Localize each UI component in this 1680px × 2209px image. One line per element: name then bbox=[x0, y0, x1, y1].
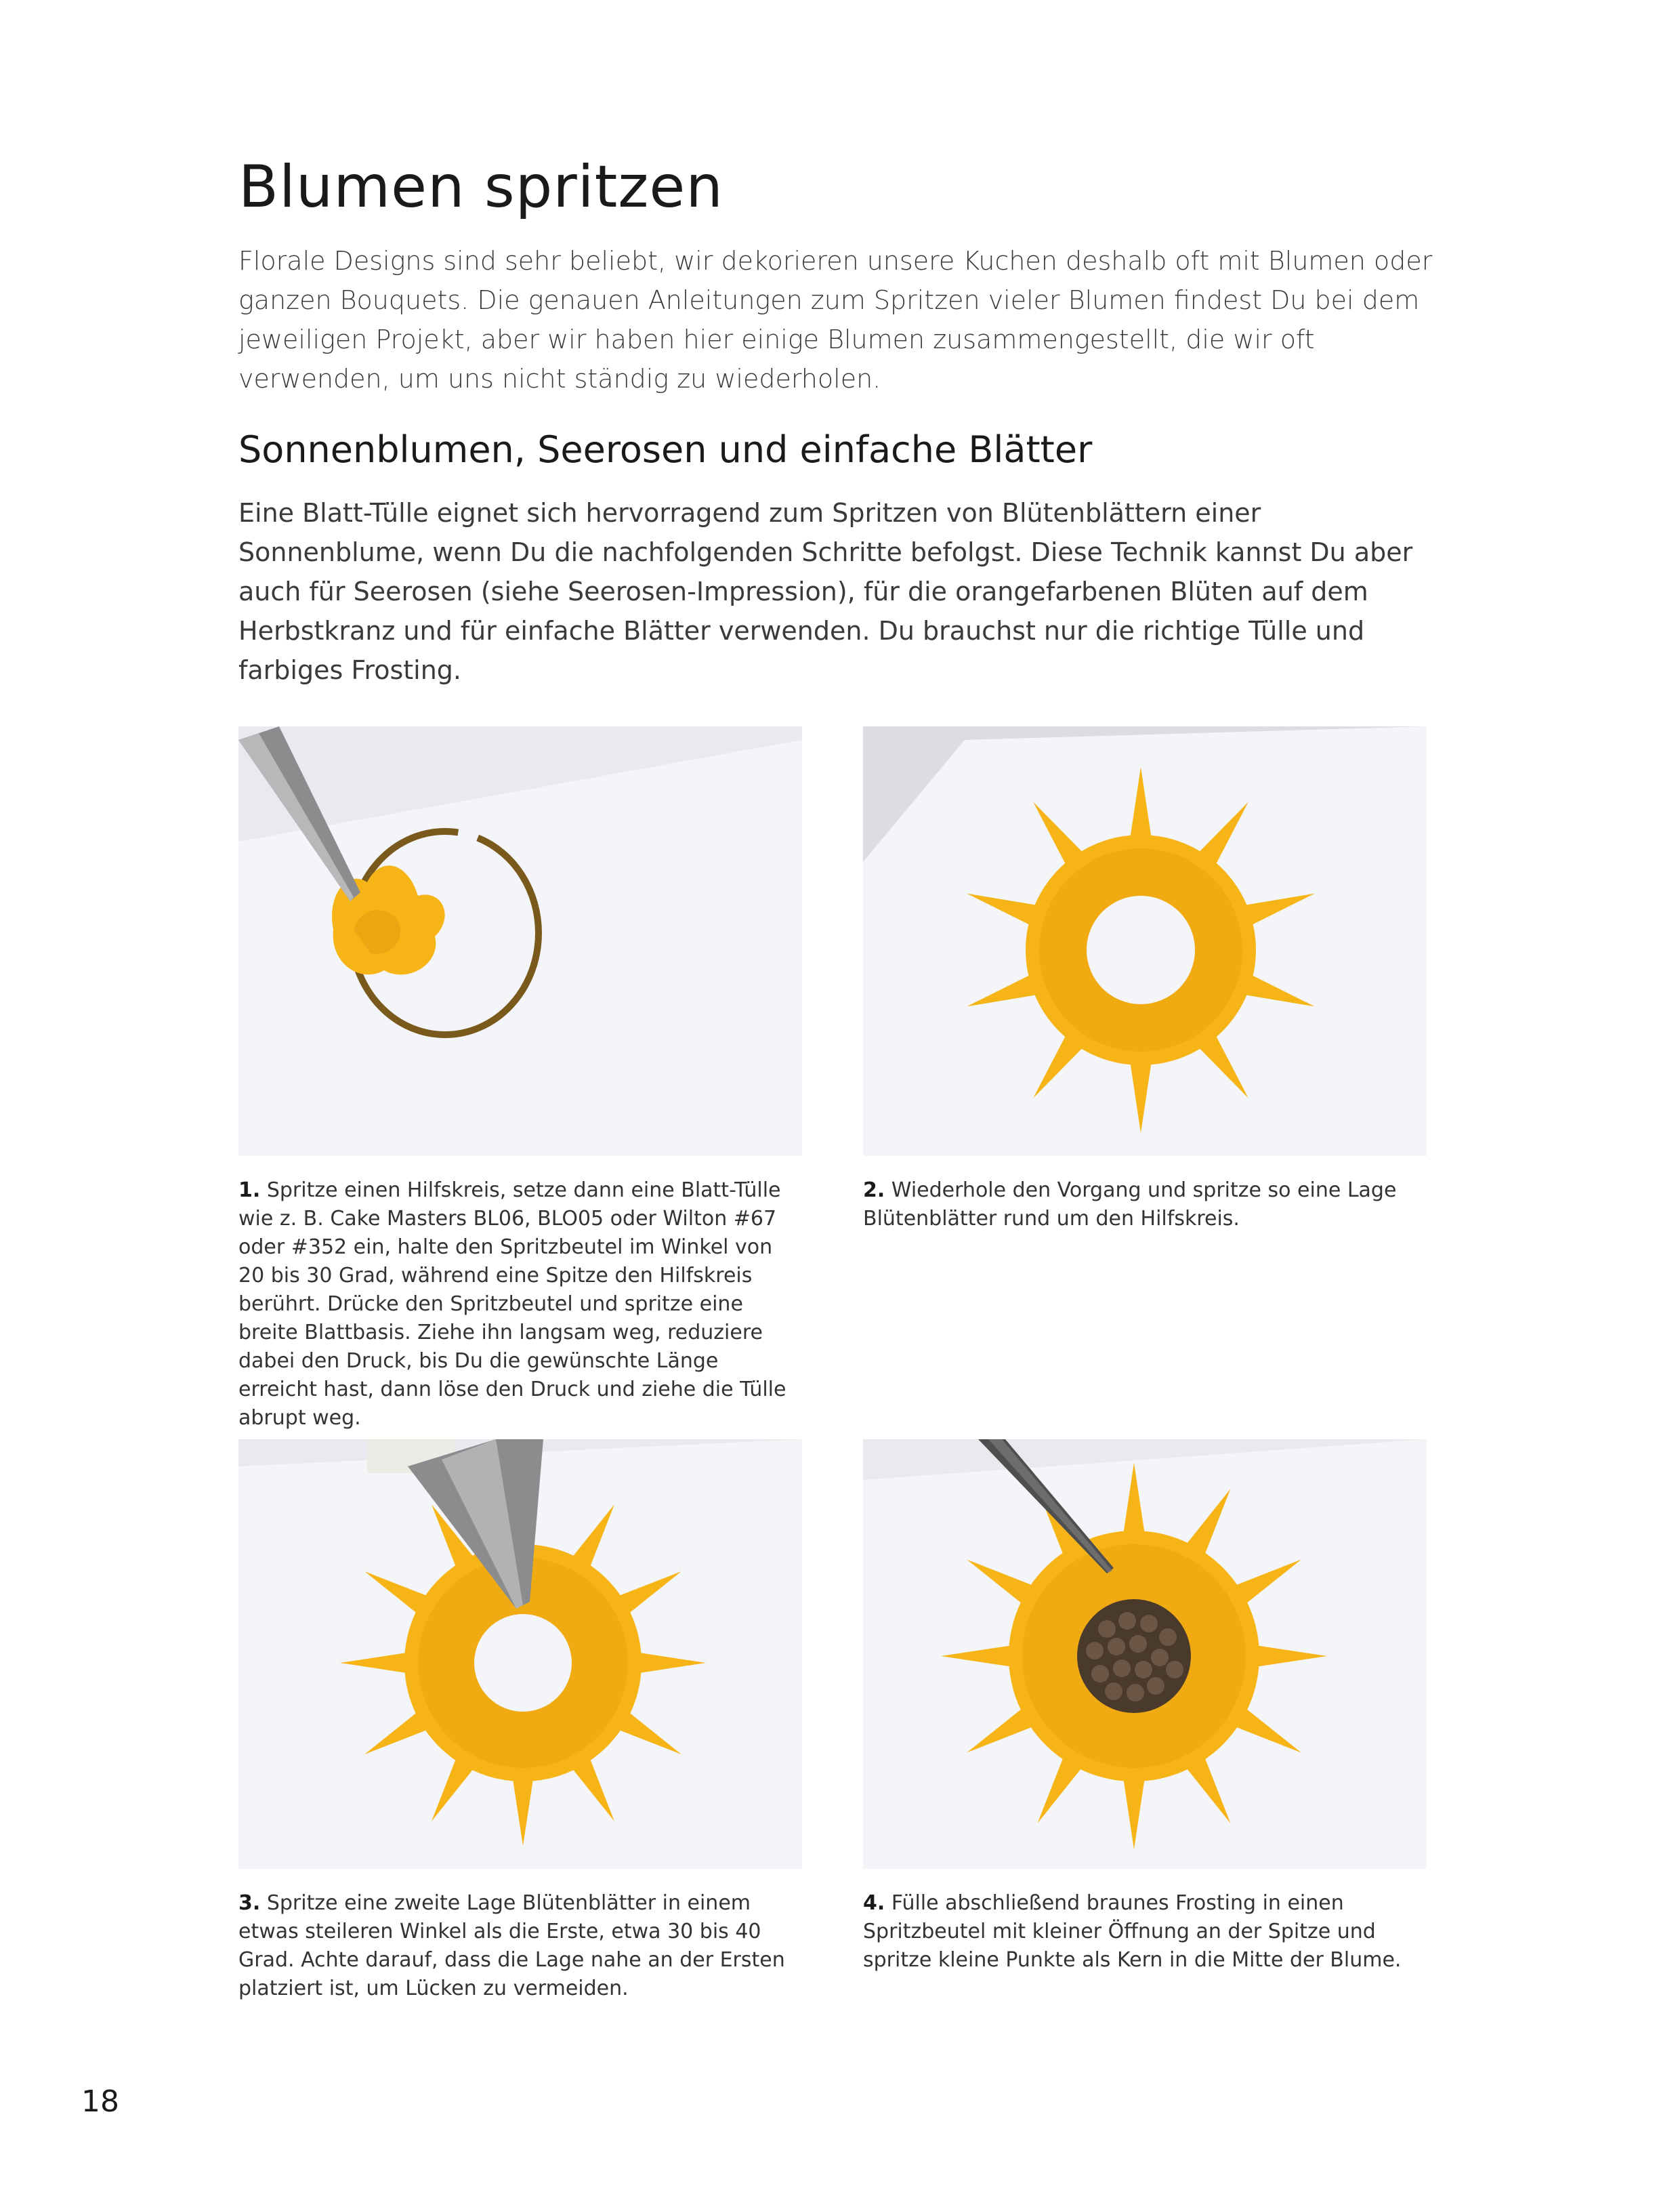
page-number: 18 bbox=[81, 2084, 119, 2119]
step-number: 4. bbox=[863, 1891, 885, 1915]
step-1-photo bbox=[238, 726, 802, 1156]
step-2-caption bbox=[863, 1176, 1427, 1233]
step-4-photo bbox=[863, 1439, 1427, 1869]
step-text: Spritze einen Hilfskreis, setze dann eine Blatt-Tülle wie z. B. Cake Masters BL06, BLO05 oder Wilton #67 oder #352 ein, halte den Spritzbeutel im Winkel von 20 bis 30 Grad, während eine Spitze den Hilfskreis berührt. Drücke den Spritzbeutel und spritze eine breite Blattbasis. Ziehe ihn langsam weg, reduziere dabei den Druck, bis Du die gewünschte Länge erreicht hast, dann löse den Druck und ziehe die Tülle abrupt weg. bbox=[238, 1178, 786, 1430]
step-number: 2. bbox=[863, 1178, 885, 1202]
step-number: 1. bbox=[238, 1178, 261, 1202]
section-intro-paragraph: Eine Blatt-Tülle eignet sich hervorragend zum Spritzen von Blütenblättern einer Sonnenblume, wenn Du die nachfolgenden Schritte befolgst. Diese Technik kannst Du aber auch für Seerosen (siehe Seerosen-Impression), für die orangefarbenen Blüten auf dem Herbstkranz und für einfache Blätter verwenden. Du brauchst nur die richtige Tülle und farbiges Frosting. bbox=[238, 498, 1413, 685]
step-1-caption bbox=[238, 1176, 802, 1432]
step-text: Fülle abschließend braunes Frosting in einen Spritzbeutel mit kleiner Öffnung an der Spitze und spritze kleine Punkte als Kern in die Mitte der Blume. bbox=[863, 1891, 1402, 1972]
section-subtitle: Sonnenblumen, Seerosen und einfache Blätter bbox=[238, 428, 1093, 471]
step-text: Spritze eine zweite Lage Blütenblätter in einem etwas steileren Winkel als die Erste, etwa 30 bis 40 Grad. Achte darauf, dass die Lage nahe an der Ersten platziert ist, um Lücken zu vermeiden. bbox=[238, 1891, 785, 2000]
step-3-photo bbox=[238, 1439, 802, 1869]
step-text: Wiederhole den Vorgang und spritze so eine Lage Blütenblätter rund um den Hilfskreis. bbox=[863, 1178, 1397, 1231]
page-title: Blumen spritzen bbox=[238, 153, 723, 221]
intro-paragraph: Florale Designs sind sehr beliebt, wir dekorieren unsere Kuchen deshalb oft mit Blumen oder ganzen Bouquets. Die genauen Anleitungen zum Spritzen vieler Blumen findest Du bei dem jeweiligen Projekt, aber wir haben hier einige Blumen zusammengestellt, die wir oft verwenden, um uns nicht ständig zu wiederholen. bbox=[238, 246, 1433, 394]
step-2-photo bbox=[863, 726, 1427, 1156]
step-3-caption bbox=[238, 1889, 802, 2003]
step-number: 3. bbox=[238, 1891, 261, 1915]
step-4-caption bbox=[863, 1889, 1427, 1975]
